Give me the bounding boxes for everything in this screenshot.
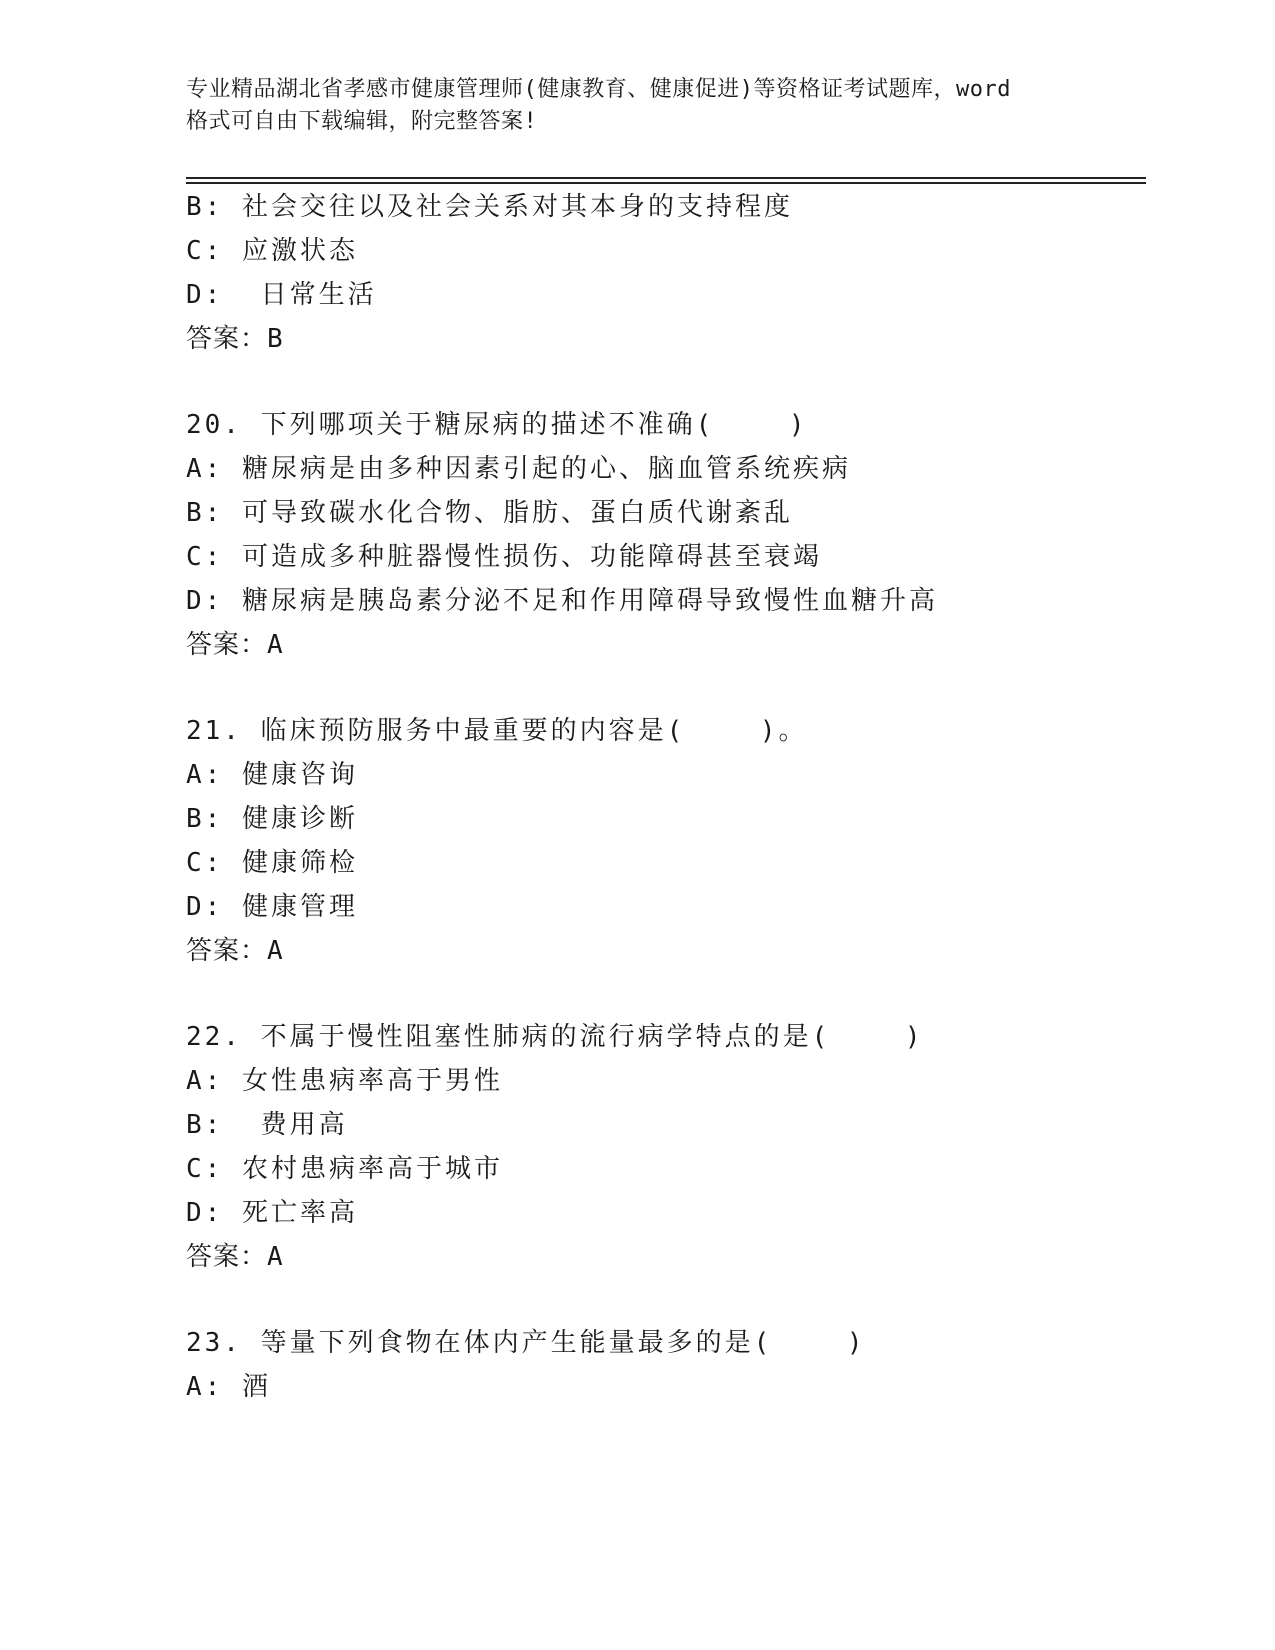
header-line-2: 格式可自由下载编辑，附完整答案! xyxy=(186,109,538,134)
option-d: D: 死亡率高 xyxy=(186,1198,358,1228)
question-stem: 23. 等量下列食物在体内产生能量最多的是( ) xyxy=(186,1328,866,1358)
option-d: D: 糖尿病是胰岛素分泌不足和作用障碍导致慢性血糖升高 xyxy=(186,586,938,616)
answer-line: 答案：A xyxy=(186,630,284,660)
option-b: B: 社会交往以及社会关系对其本身的支持程度 xyxy=(186,192,793,222)
option-b: B: 可导致碳水化合物、脂肪、蛋白质代谢紊乱 xyxy=(186,498,793,528)
header-line-1: 专业精品湖北省孝感市健康管理师(健康教育、健康促进)等资格证考试题库，word xyxy=(186,77,1011,102)
document-header xyxy=(186,74,1086,138)
question-stem: 20. 下列哪项关于糖尿病的描述不准确( ) xyxy=(186,410,808,440)
answer-line: 答案：A xyxy=(186,936,284,966)
option-c: C: 健康筛检 xyxy=(186,848,358,878)
option-c: C: 农村患病率高于城市 xyxy=(186,1154,503,1184)
option-d: D: 日常生活 xyxy=(186,280,377,310)
answer-line: 答案：B xyxy=(186,324,284,354)
option-c: C: 可造成多种脏器慢性损伤、功能障碍甚至衰竭 xyxy=(186,542,822,572)
option-b: B: 健康诊断 xyxy=(186,804,358,834)
header-rule-bottom xyxy=(186,182,1146,184)
option-b: B: 费用高 xyxy=(186,1110,348,1140)
option-c: C: 应激状态 xyxy=(186,236,358,266)
option-a: A: 酒 xyxy=(186,1372,271,1402)
option-a: A: 糖尿病是由多种因素引起的心、脑血管系统疾病 xyxy=(186,454,851,484)
answer-line: 答案：A xyxy=(186,1242,284,1272)
option-d: D: 健康管理 xyxy=(186,892,358,922)
question-stem: 22. 不属于慢性阻塞性肺病的流行病学特点的是( ) xyxy=(186,1022,924,1052)
header-rule-top xyxy=(186,177,1146,179)
option-a: A: 女性患病率高于男性 xyxy=(186,1066,503,1096)
option-a: A: 健康咨询 xyxy=(186,760,358,790)
question-stem: 21. 临床预防服务中最重要的内容是( )。 xyxy=(186,716,808,746)
